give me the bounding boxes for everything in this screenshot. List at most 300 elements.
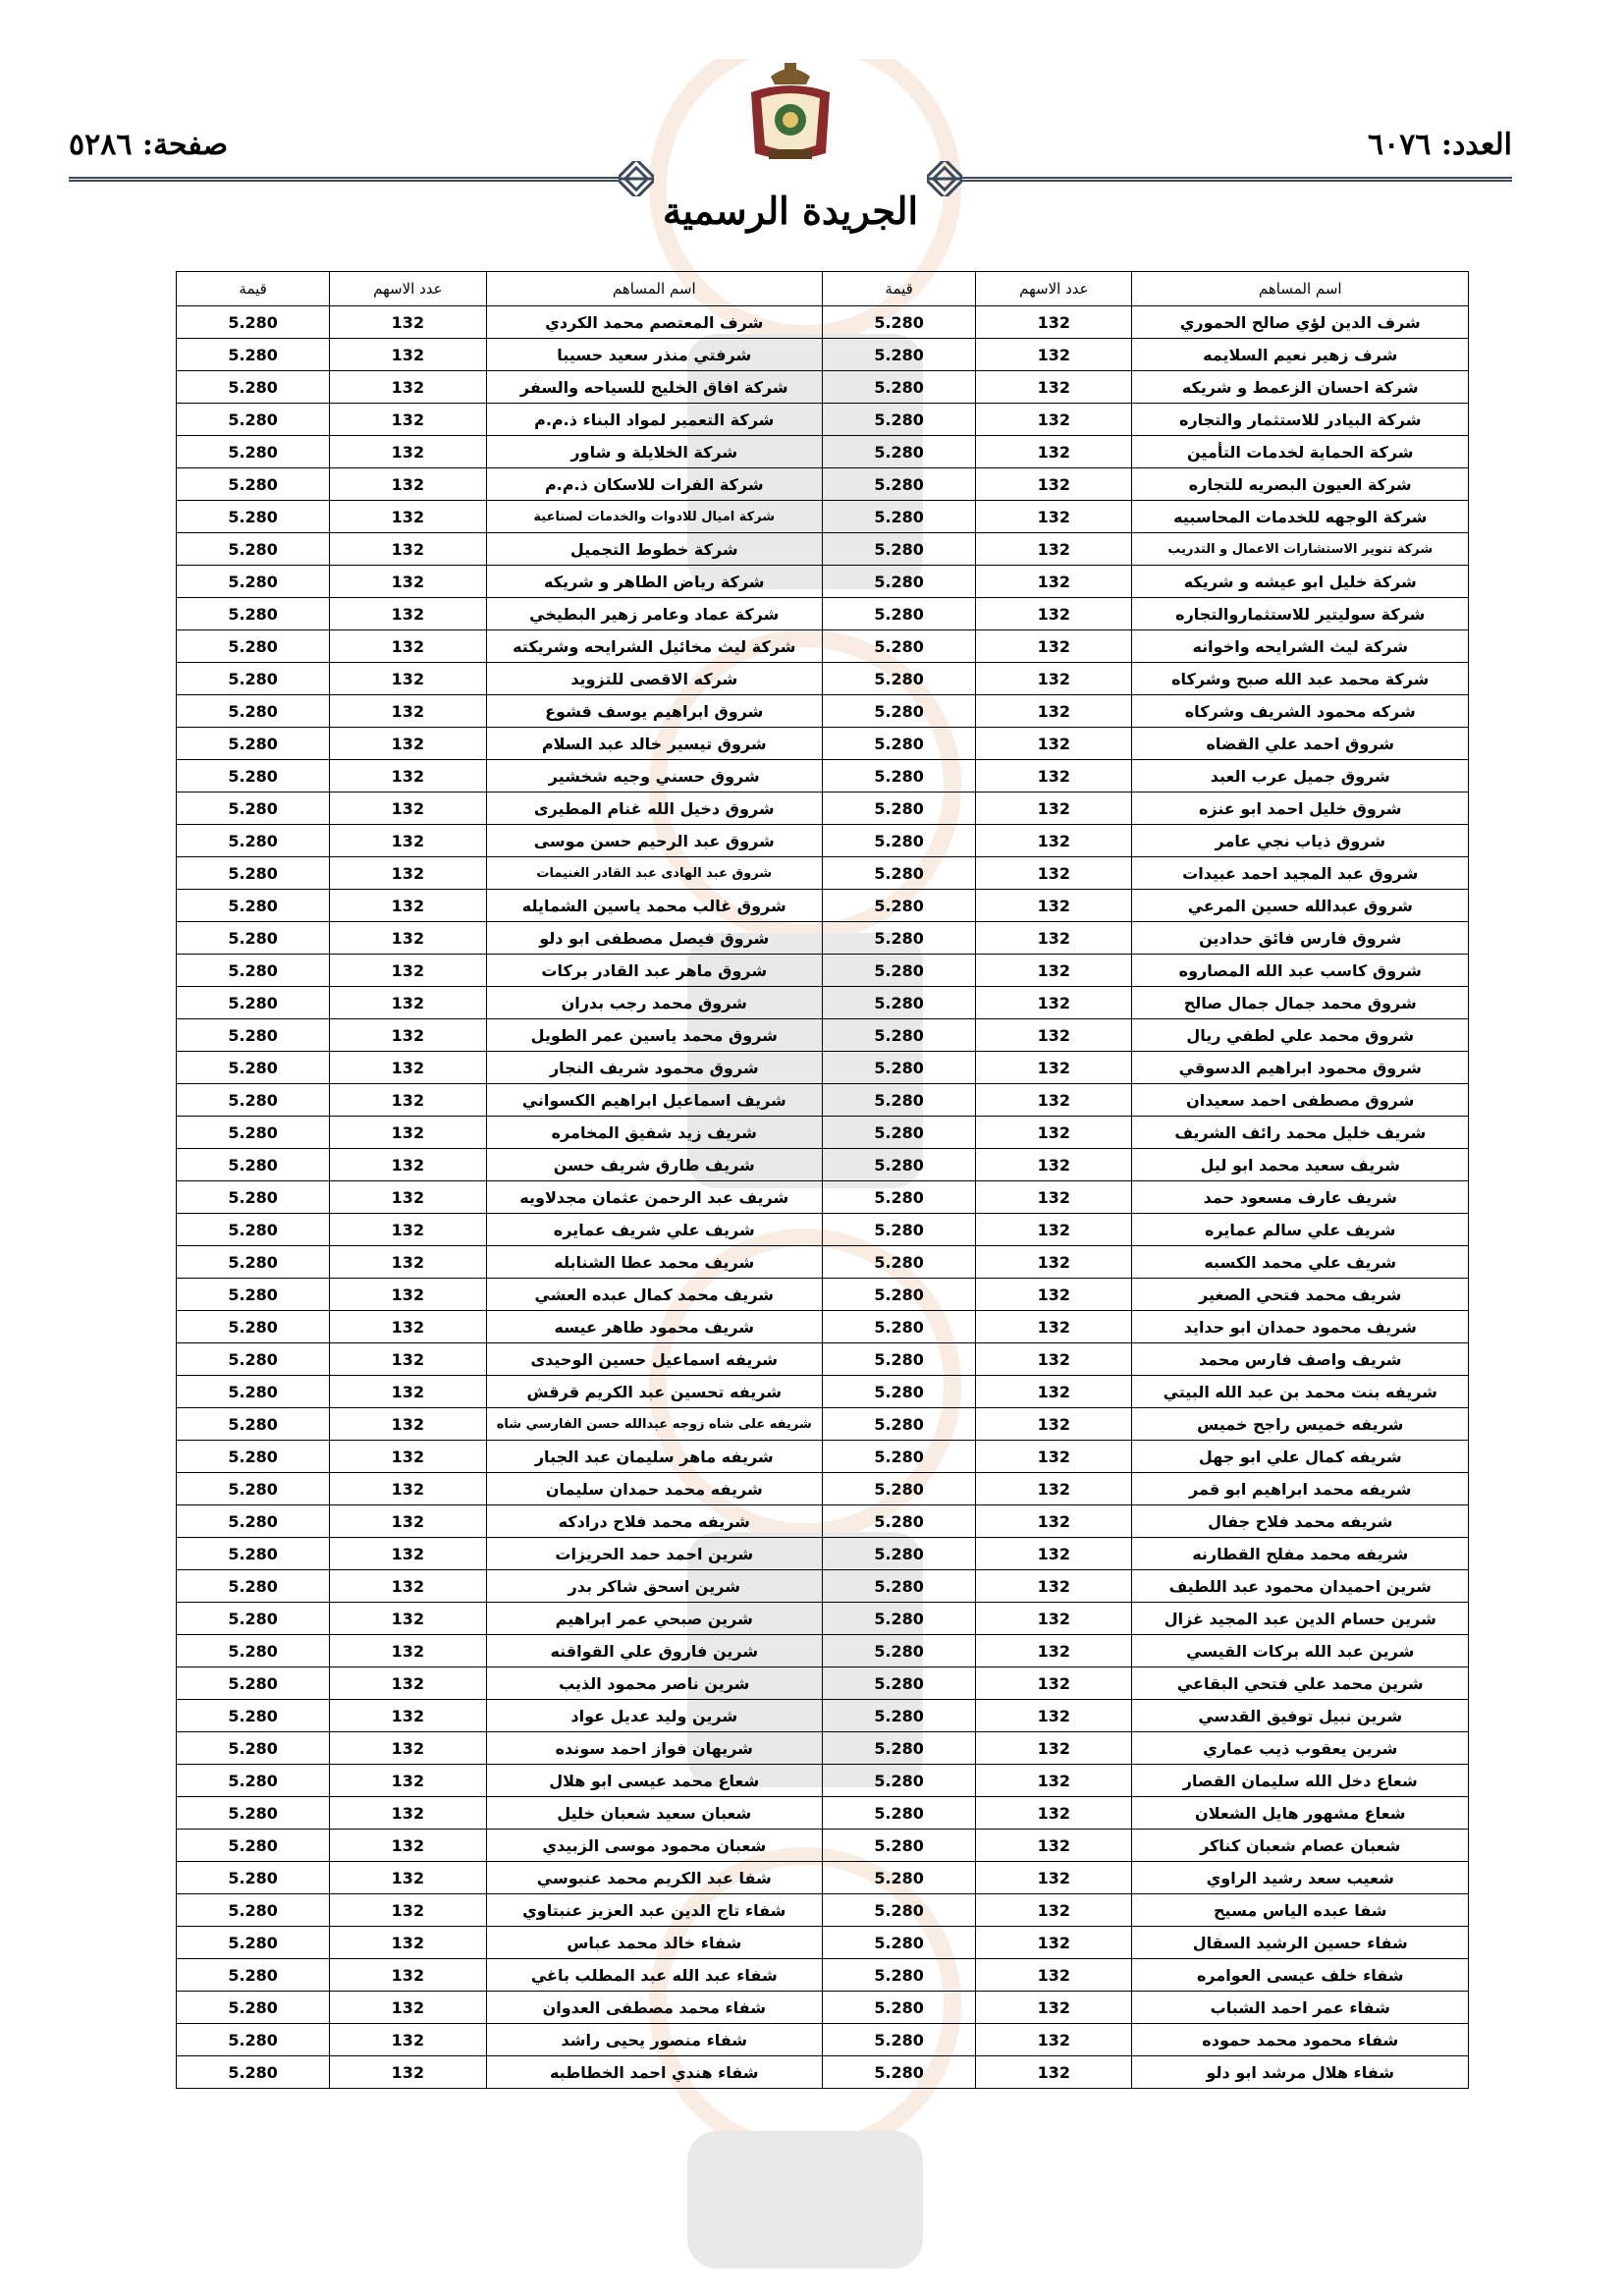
shareholder-name: شركة خليل ابو عيشه و شريكه — [1132, 566, 1469, 598]
share-value: 5.280 — [177, 1343, 330, 1376]
share-value: 5.280 — [177, 2056, 330, 2089]
share-value: 5.280 — [177, 728, 330, 760]
share-count: 132 — [976, 1117, 1132, 1149]
share-value: 5.280 — [823, 922, 976, 955]
share-value: 5.280 — [177, 339, 330, 371]
share-count: 132 — [330, 1505, 486, 1538]
shareholder-name: شريف خليل محمد رائف الشريف — [1132, 1117, 1469, 1149]
share-value: 5.280 — [177, 1603, 330, 1635]
share-value: 5.280 — [823, 1441, 976, 1473]
shareholder-name: شريف زيد شفيق المخامره — [486, 1117, 823, 1149]
share-value: 5.280 — [177, 533, 330, 566]
table-row — [177, 1117, 1469, 1149]
share-value: 5.280 — [823, 339, 976, 371]
shareholder-name: شريفه محمد حمدان سليمان — [486, 1473, 823, 1505]
share-value: 5.280 — [823, 2056, 976, 2089]
table-row — [177, 1667, 1469, 1700]
shareholder-name: شرين محمد علي فتحي البقاعي — [1132, 1667, 1469, 1700]
shareholder-name: شريفه خميس راجح خميس — [1132, 1408, 1469, 1441]
share-value: 5.280 — [177, 371, 330, 404]
share-count: 132 — [976, 1927, 1132, 1959]
share-count: 132 — [330, 1667, 486, 1700]
share-count: 132 — [976, 728, 1132, 760]
share-value: 5.280 — [823, 695, 976, 728]
share-value: 5.280 — [177, 1376, 330, 1408]
shareholder-name: شركة العيون البصريه للتجاره — [1132, 468, 1469, 501]
share-count: 132 — [330, 1700, 486, 1732]
shareholder-name: شريفه على شاه زوجه عبدالله حسن الفارسي شاه — [486, 1408, 823, 1441]
share-value: 5.280 — [177, 890, 330, 922]
share-count: 132 — [330, 728, 486, 760]
share-count: 132 — [330, 1149, 486, 1181]
share-count: 132 — [330, 1927, 486, 1959]
share-count: 132 — [330, 598, 486, 630]
table-row — [177, 1311, 1469, 1343]
table-row — [177, 1959, 1469, 1992]
table-row — [177, 1441, 1469, 1473]
shareholder-name: شريف سعيد محمد ابو ليل — [1132, 1149, 1469, 1181]
table-row — [177, 436, 1469, 468]
table-row — [177, 825, 1469, 857]
shareholder-name: شروق كاسب عبد الله المصاروه — [1132, 955, 1469, 987]
column-header: اسم المساهم — [486, 272, 823, 306]
share-value: 5.280 — [823, 760, 976, 793]
shareholder-name: شركة اميال للادوات والخدمات لصناعية — [486, 501, 823, 533]
table-row — [177, 306, 1469, 339]
share-value: 5.280 — [177, 955, 330, 987]
table-row — [177, 987, 1469, 1019]
table-row — [177, 1181, 1469, 1214]
shareholder-name: شرين احميدان محمود عبد اللطيف — [1132, 1570, 1469, 1603]
share-count: 132 — [976, 630, 1132, 663]
share-count: 132 — [976, 1830, 1132, 1862]
share-count: 132 — [330, 1570, 486, 1603]
shareholder-name: شفاء هندي احمد الخطاطبه — [486, 2056, 823, 2089]
share-value: 5.280 — [823, 663, 976, 695]
share-count: 132 — [330, 1117, 486, 1149]
share-value: 5.280 — [177, 1246, 330, 1279]
share-value: 5.280 — [823, 987, 976, 1019]
shareholder-name: شروق محمد رجب بدران — [486, 987, 823, 1019]
shareholder-name: شروق عبد الهادى عبد القادر الغنيمات — [486, 857, 823, 890]
issue-number: العدد: ٦٠٧٦ — [1367, 128, 1512, 162]
shareholder-name: شروق فارس فائق حدادين — [1132, 922, 1469, 955]
shareholder-name: شريف اسماعيل ابراهيم الكسواني — [486, 1084, 823, 1117]
shareholder-name: شروق عبدالله حسين المرعي — [1132, 890, 1469, 922]
shareholder-name: شروق غالب محمد ياسين الشمايله — [486, 890, 823, 922]
shareholder-name: شريف عبد الرحمن عثمان مجدلاويه — [486, 1181, 823, 1214]
shareholder-name: شفاء تاج الدين عبد العزيز عنبتاوي — [486, 1894, 823, 1927]
shareholder-name: شروق محمد علي لطفي ريال — [1132, 1019, 1469, 1052]
share-value: 5.280 — [823, 1279, 976, 1311]
share-count: 132 — [330, 2024, 486, 2056]
shareholder-name: شروق محمود شريف النجار — [486, 1052, 823, 1084]
shareholder-name: شركة خطوط التجميل — [486, 533, 823, 566]
table-row — [177, 1408, 1469, 1441]
table-row — [177, 955, 1469, 987]
shareholder-name: شرف المعتصم محمد الكردي — [486, 306, 823, 339]
share-value: 5.280 — [823, 728, 976, 760]
share-count: 132 — [330, 1538, 486, 1570]
shareholder-name: شركه الاقصى للتزويد — [486, 663, 823, 695]
shareholder-name: شعاع مشهور هايل الشعلان — [1132, 1797, 1469, 1830]
table-row — [177, 1894, 1469, 1927]
share-count: 132 — [976, 1019, 1132, 1052]
share-value: 5.280 — [177, 1700, 330, 1732]
share-count: 132 — [976, 1214, 1132, 1246]
share-value: 5.280 — [823, 1765, 976, 1797]
share-value: 5.280 — [177, 1214, 330, 1246]
shareholder-name: شركة رياض الطاهر و شريكه — [486, 566, 823, 598]
share-value: 5.280 — [177, 1084, 330, 1117]
shareholder-name: شروق دخيل الله غنام المطيرى — [486, 793, 823, 825]
shareholder-name: شركة عماد وعامر زهير البطيخي — [486, 598, 823, 630]
shareholder-name: شروق عبد المجيد احمد عبيدات — [1132, 857, 1469, 890]
share-value: 5.280 — [177, 1667, 330, 1700]
share-count: 132 — [976, 857, 1132, 890]
share-count: 132 — [976, 663, 1132, 695]
share-count: 132 — [330, 1084, 486, 1117]
share-count: 132 — [330, 1765, 486, 1797]
shareholder-name: شفاء خالد محمد عباس — [486, 1927, 823, 1959]
table-row — [177, 1473, 1469, 1505]
share-count: 132 — [330, 1052, 486, 1084]
shareholder-name: شريهان فواز احمد سونده — [486, 1732, 823, 1765]
table-row — [177, 630, 1469, 663]
share-count: 132 — [976, 306, 1132, 339]
shareholder-name: شروق ذياب نجي عامر — [1132, 825, 1469, 857]
share-count: 132 — [330, 306, 486, 339]
share-count: 132 — [330, 1214, 486, 1246]
shareholder-name: شريفه محمد ابراهيم ابو قمر — [1132, 1473, 1469, 1505]
share-count: 132 — [330, 695, 486, 728]
table-row — [177, 1279, 1469, 1311]
shareholder-name: شريف محمد فتحي الصغير — [1132, 1279, 1469, 1311]
masthead-title: الجريدة الرسمية — [662, 189, 919, 233]
share-value: 5.280 — [177, 306, 330, 339]
share-count: 132 — [976, 1894, 1132, 1927]
share-value: 5.280 — [823, 1830, 976, 1862]
share-count: 132 — [976, 1765, 1132, 1797]
share-value: 5.280 — [177, 1019, 330, 1052]
shareholder-name: شرين وليد عديل عواد — [486, 1700, 823, 1732]
page-header — [69, 118, 1512, 246]
share-count: 132 — [976, 1603, 1132, 1635]
shareholder-name: شروق محمود ابراهيم الدسوقي — [1132, 1052, 1469, 1084]
share-count: 132 — [330, 1246, 486, 1279]
table-row — [177, 1505, 1469, 1538]
share-count: 132 — [330, 857, 486, 890]
table-row — [177, 1376, 1469, 1408]
shareholder-name: شركة سوليتير للاستثماروالتجاره — [1132, 598, 1469, 630]
share-count: 132 — [330, 1181, 486, 1214]
share-value: 5.280 — [823, 1959, 976, 1992]
shareholder-name: شروق محمد جمال جمال صالح — [1132, 987, 1469, 1019]
shareholder-name: شرين فاروق علي القواقنه — [486, 1635, 823, 1667]
share-count: 132 — [976, 1408, 1132, 1441]
table-row — [177, 1732, 1469, 1765]
table-row — [177, 1927, 1469, 1959]
share-count: 132 — [976, 1992, 1132, 2024]
share-value: 5.280 — [177, 1570, 330, 1603]
shareholder-name: شركة محمد عبد الله صبح وشركاه — [1132, 663, 1469, 695]
shareholder-name: شروق فيصل مصطفى ابو دلو — [486, 922, 823, 955]
share-count: 132 — [976, 1667, 1132, 1700]
share-value: 5.280 — [177, 1862, 330, 1894]
table-row — [177, 598, 1469, 630]
shareholder-name: شعاع دخل الله سليمان القصار — [1132, 1765, 1469, 1797]
share-count: 132 — [976, 339, 1132, 371]
share-count: 132 — [976, 695, 1132, 728]
share-value: 5.280 — [823, 1214, 976, 1246]
share-count: 132 — [976, 598, 1132, 630]
share-value: 5.280 — [823, 1052, 976, 1084]
share-count: 132 — [976, 1246, 1132, 1279]
shareholder-name: شعبان سعيد شعبان خليل — [486, 1797, 823, 1830]
table-row — [177, 1992, 1469, 2024]
share-count: 132 — [976, 793, 1132, 825]
table-row — [177, 857, 1469, 890]
shareholder-name: شريف محمود حمدان ابو حدايد — [1132, 1311, 1469, 1343]
share-value: 5.280 — [177, 436, 330, 468]
shareholder-name: شريف واصف فارس محمد — [1132, 1343, 1469, 1376]
shareholder-name: شفاء محمود محمد حموده — [1132, 2024, 1469, 2056]
share-value: 5.280 — [823, 630, 976, 663]
share-value: 5.280 — [177, 501, 330, 533]
share-count: 132 — [976, 955, 1132, 987]
share-value: 5.280 — [823, 1732, 976, 1765]
shareholder-name: شفاء خلف عيسى العوامره — [1132, 1959, 1469, 1992]
share-count: 132 — [330, 501, 486, 533]
table-row — [177, 2024, 1469, 2056]
share-count: 132 — [976, 1181, 1132, 1214]
share-value: 5.280 — [823, 1246, 976, 1279]
share-value: 5.280 — [823, 857, 976, 890]
shareholder-name: شروق تيسير خالد عبد السلام — [486, 728, 823, 760]
share-count: 132 — [976, 1797, 1132, 1830]
table-body — [177, 306, 1469, 2089]
share-value: 5.280 — [177, 1311, 330, 1343]
shareholder-name: شروق جميل عرب العبد — [1132, 760, 1469, 793]
shareholder-name: شروق مصطفى احمد سعيدان — [1132, 1084, 1469, 1117]
table-row — [177, 1570, 1469, 1603]
shareholder-name: شركة البيادر للاستثمار والتجاره — [1132, 404, 1469, 436]
table-row — [177, 1084, 1469, 1117]
share-count: 132 — [330, 630, 486, 663]
share-count: 132 — [330, 339, 486, 371]
shareholder-name: شريفه ماهر سليمان عبد الجبار — [486, 1441, 823, 1473]
share-value: 5.280 — [177, 1830, 330, 1862]
share-count: 132 — [976, 825, 1132, 857]
share-count: 132 — [976, 371, 1132, 404]
share-value: 5.280 — [177, 1894, 330, 1927]
share-count: 132 — [330, 1311, 486, 1343]
shareholder-name: شفاء منصور يحيى راشد — [486, 2024, 823, 2056]
share-count: 132 — [330, 1862, 486, 1894]
share-value: 5.280 — [177, 793, 330, 825]
shareholder-name: شركة احسان الزعمط و شريكه — [1132, 371, 1469, 404]
share-value: 5.280 — [823, 1311, 976, 1343]
share-value: 5.280 — [823, 955, 976, 987]
share-value: 5.280 — [177, 1765, 330, 1797]
shareholder-name: شرين ناصر محمود الذيب — [486, 1667, 823, 1700]
share-count: 132 — [330, 436, 486, 468]
share-value: 5.280 — [823, 501, 976, 533]
share-count: 132 — [976, 1700, 1132, 1732]
share-count: 132 — [976, 1570, 1132, 1603]
shareholder-name: شركة الخلايلة و شاور — [486, 436, 823, 468]
share-count: 132 — [330, 663, 486, 695]
table-row — [177, 1862, 1469, 1894]
share-count: 132 — [976, 1538, 1132, 1570]
shareholder-name: شرين صبحي عمر ابراهيم — [486, 1603, 823, 1635]
share-count: 132 — [976, 987, 1132, 1019]
table-row — [177, 2056, 1469, 2089]
share-count: 132 — [976, 436, 1132, 468]
share-count: 132 — [330, 1603, 486, 1635]
shareholder-name: شفاء هلال مرشد ابو دلو — [1132, 2056, 1469, 2089]
shareholder-name: شفا عبده الياس مسيح — [1132, 1894, 1469, 1927]
shareholder-name: شركة افاق الخليج للسياحه والسفر — [486, 371, 823, 404]
share-value: 5.280 — [177, 695, 330, 728]
shareholder-name: شرين حسام الدين عبد المجيد غزال — [1132, 1603, 1469, 1635]
share-value: 5.280 — [823, 1894, 976, 1927]
column-header: عدد الاسهم — [330, 272, 486, 306]
shareholder-name: شفاء عمر احمد الشباب — [1132, 1992, 1469, 2024]
shareholder-name: شرف زهير نعيم السلايمه — [1132, 339, 1469, 371]
shareholder-name: شريفه تحسين عبد الكريم قرقش — [486, 1376, 823, 1408]
table-row — [177, 793, 1469, 825]
shareholder-name: شركة التعمير لمواد البناء ذ.م.م — [486, 404, 823, 436]
shareholder-name: شعبان محمود موسى الزبيدي — [486, 1830, 823, 1862]
header-rule-right — [962, 177, 1512, 182]
share-value: 5.280 — [823, 1538, 976, 1570]
shareholder-name: شعبان عصام شعبان كناكر — [1132, 1830, 1469, 1862]
share-count: 132 — [976, 1052, 1132, 1084]
shareholder-name: شرين نبيل توفيق القدسي — [1132, 1700, 1469, 1732]
table-row — [177, 339, 1469, 371]
table-row — [177, 1019, 1469, 1052]
share-count: 132 — [330, 1473, 486, 1505]
table-row — [177, 1635, 1469, 1667]
table-header-row — [177, 272, 1469, 306]
share-count: 132 — [976, 1376, 1132, 1408]
share-count: 132 — [330, 955, 486, 987]
shareholder-name: شروق خليل احمد ابو عنزه — [1132, 793, 1469, 825]
share-count: 132 — [330, 1343, 486, 1376]
share-value: 5.280 — [177, 1992, 330, 2024]
share-value: 5.280 — [823, 306, 976, 339]
share-value: 5.280 — [823, 1570, 976, 1603]
shareholder-name: شفا عبد الكريم محمد عنبوسي — [486, 1862, 823, 1894]
share-value: 5.280 — [177, 404, 330, 436]
shareholder-name: شرين يعقوب ذيب عماري — [1132, 1732, 1469, 1765]
table-row — [177, 922, 1469, 955]
table-row — [177, 890, 1469, 922]
share-value: 5.280 — [823, 1927, 976, 1959]
table-row — [177, 1214, 1469, 1246]
share-value: 5.280 — [823, 1505, 976, 1538]
share-count: 132 — [976, 1279, 1132, 1311]
table-row — [177, 501, 1469, 533]
shareholder-name: شركه محمود الشريف وشركاه — [1132, 695, 1469, 728]
share-count: 132 — [976, 1149, 1132, 1181]
share-count: 132 — [330, 533, 486, 566]
share-value: 5.280 — [177, 1473, 330, 1505]
share-count: 132 — [330, 371, 486, 404]
share-value: 5.280 — [177, 1797, 330, 1830]
table-row — [177, 728, 1469, 760]
share-count: 132 — [976, 1732, 1132, 1765]
share-value: 5.280 — [177, 2024, 330, 2056]
share-value: 5.280 — [177, 468, 330, 501]
share-count: 132 — [330, 1797, 486, 1830]
share-count: 132 — [330, 2056, 486, 2089]
share-value: 5.280 — [177, 825, 330, 857]
share-value: 5.280 — [177, 1181, 330, 1214]
share-count: 132 — [976, 760, 1132, 793]
share-value: 5.280 — [177, 760, 330, 793]
share-value: 5.280 — [823, 1700, 976, 1732]
share-value: 5.280 — [177, 1149, 330, 1181]
share-count: 132 — [330, 1992, 486, 2024]
share-value: 5.280 — [177, 1279, 330, 1311]
shareholder-name: شرفتي منذر سعيد حسيبا — [486, 339, 823, 371]
column-header: قيمة — [177, 272, 330, 306]
share-value: 5.280 — [823, 371, 976, 404]
share-count: 132 — [976, 1505, 1132, 1538]
share-count: 132 — [330, 890, 486, 922]
share-value: 5.280 — [823, 468, 976, 501]
shareholder-name: شريف علي سالم عمايره — [1132, 1214, 1469, 1246]
share-value: 5.280 — [823, 1117, 976, 1149]
share-count: 132 — [976, 1959, 1132, 1992]
share-value: 5.280 — [177, 857, 330, 890]
table-row — [177, 1343, 1469, 1376]
share-value: 5.280 — [177, 1538, 330, 1570]
share-value: 5.280 — [177, 1732, 330, 1765]
table-row — [177, 1797, 1469, 1830]
share-value: 5.280 — [177, 1505, 330, 1538]
share-value: 5.280 — [823, 2024, 976, 2056]
share-count: 132 — [976, 533, 1132, 566]
share-count: 132 — [976, 1311, 1132, 1343]
shareholder-name: شفاء حسين الرشيد السقال — [1132, 1927, 1469, 1959]
table-row — [177, 1246, 1469, 1279]
share-value: 5.280 — [823, 404, 976, 436]
shareholder-name: شركة ليث الشرايحه واخوانه — [1132, 630, 1469, 663]
share-value: 5.280 — [823, 1862, 976, 1894]
table-row — [177, 695, 1469, 728]
table-row — [177, 663, 1469, 695]
share-count: 132 — [330, 1732, 486, 1765]
share-count: 132 — [330, 1959, 486, 1992]
share-value: 5.280 — [823, 1603, 976, 1635]
shareholder-name: شريف محمود طاهر عيسه — [486, 1311, 823, 1343]
share-count: 132 — [976, 2056, 1132, 2089]
share-value: 5.280 — [177, 663, 330, 695]
share-count: 132 — [976, 890, 1132, 922]
share-count: 132 — [976, 1473, 1132, 1505]
shareholder-name: شروق محمد ياسين عمر الطويل — [486, 1019, 823, 1052]
column-header: اسم المساهم — [1132, 272, 1469, 306]
shareholder-name: شريف عارف مسعود حمد — [1132, 1181, 1469, 1214]
table-row — [177, 566, 1469, 598]
table-row — [177, 1700, 1469, 1732]
share-value: 5.280 — [823, 1797, 976, 1830]
share-value: 5.280 — [823, 1408, 976, 1441]
share-count: 132 — [976, 501, 1132, 533]
